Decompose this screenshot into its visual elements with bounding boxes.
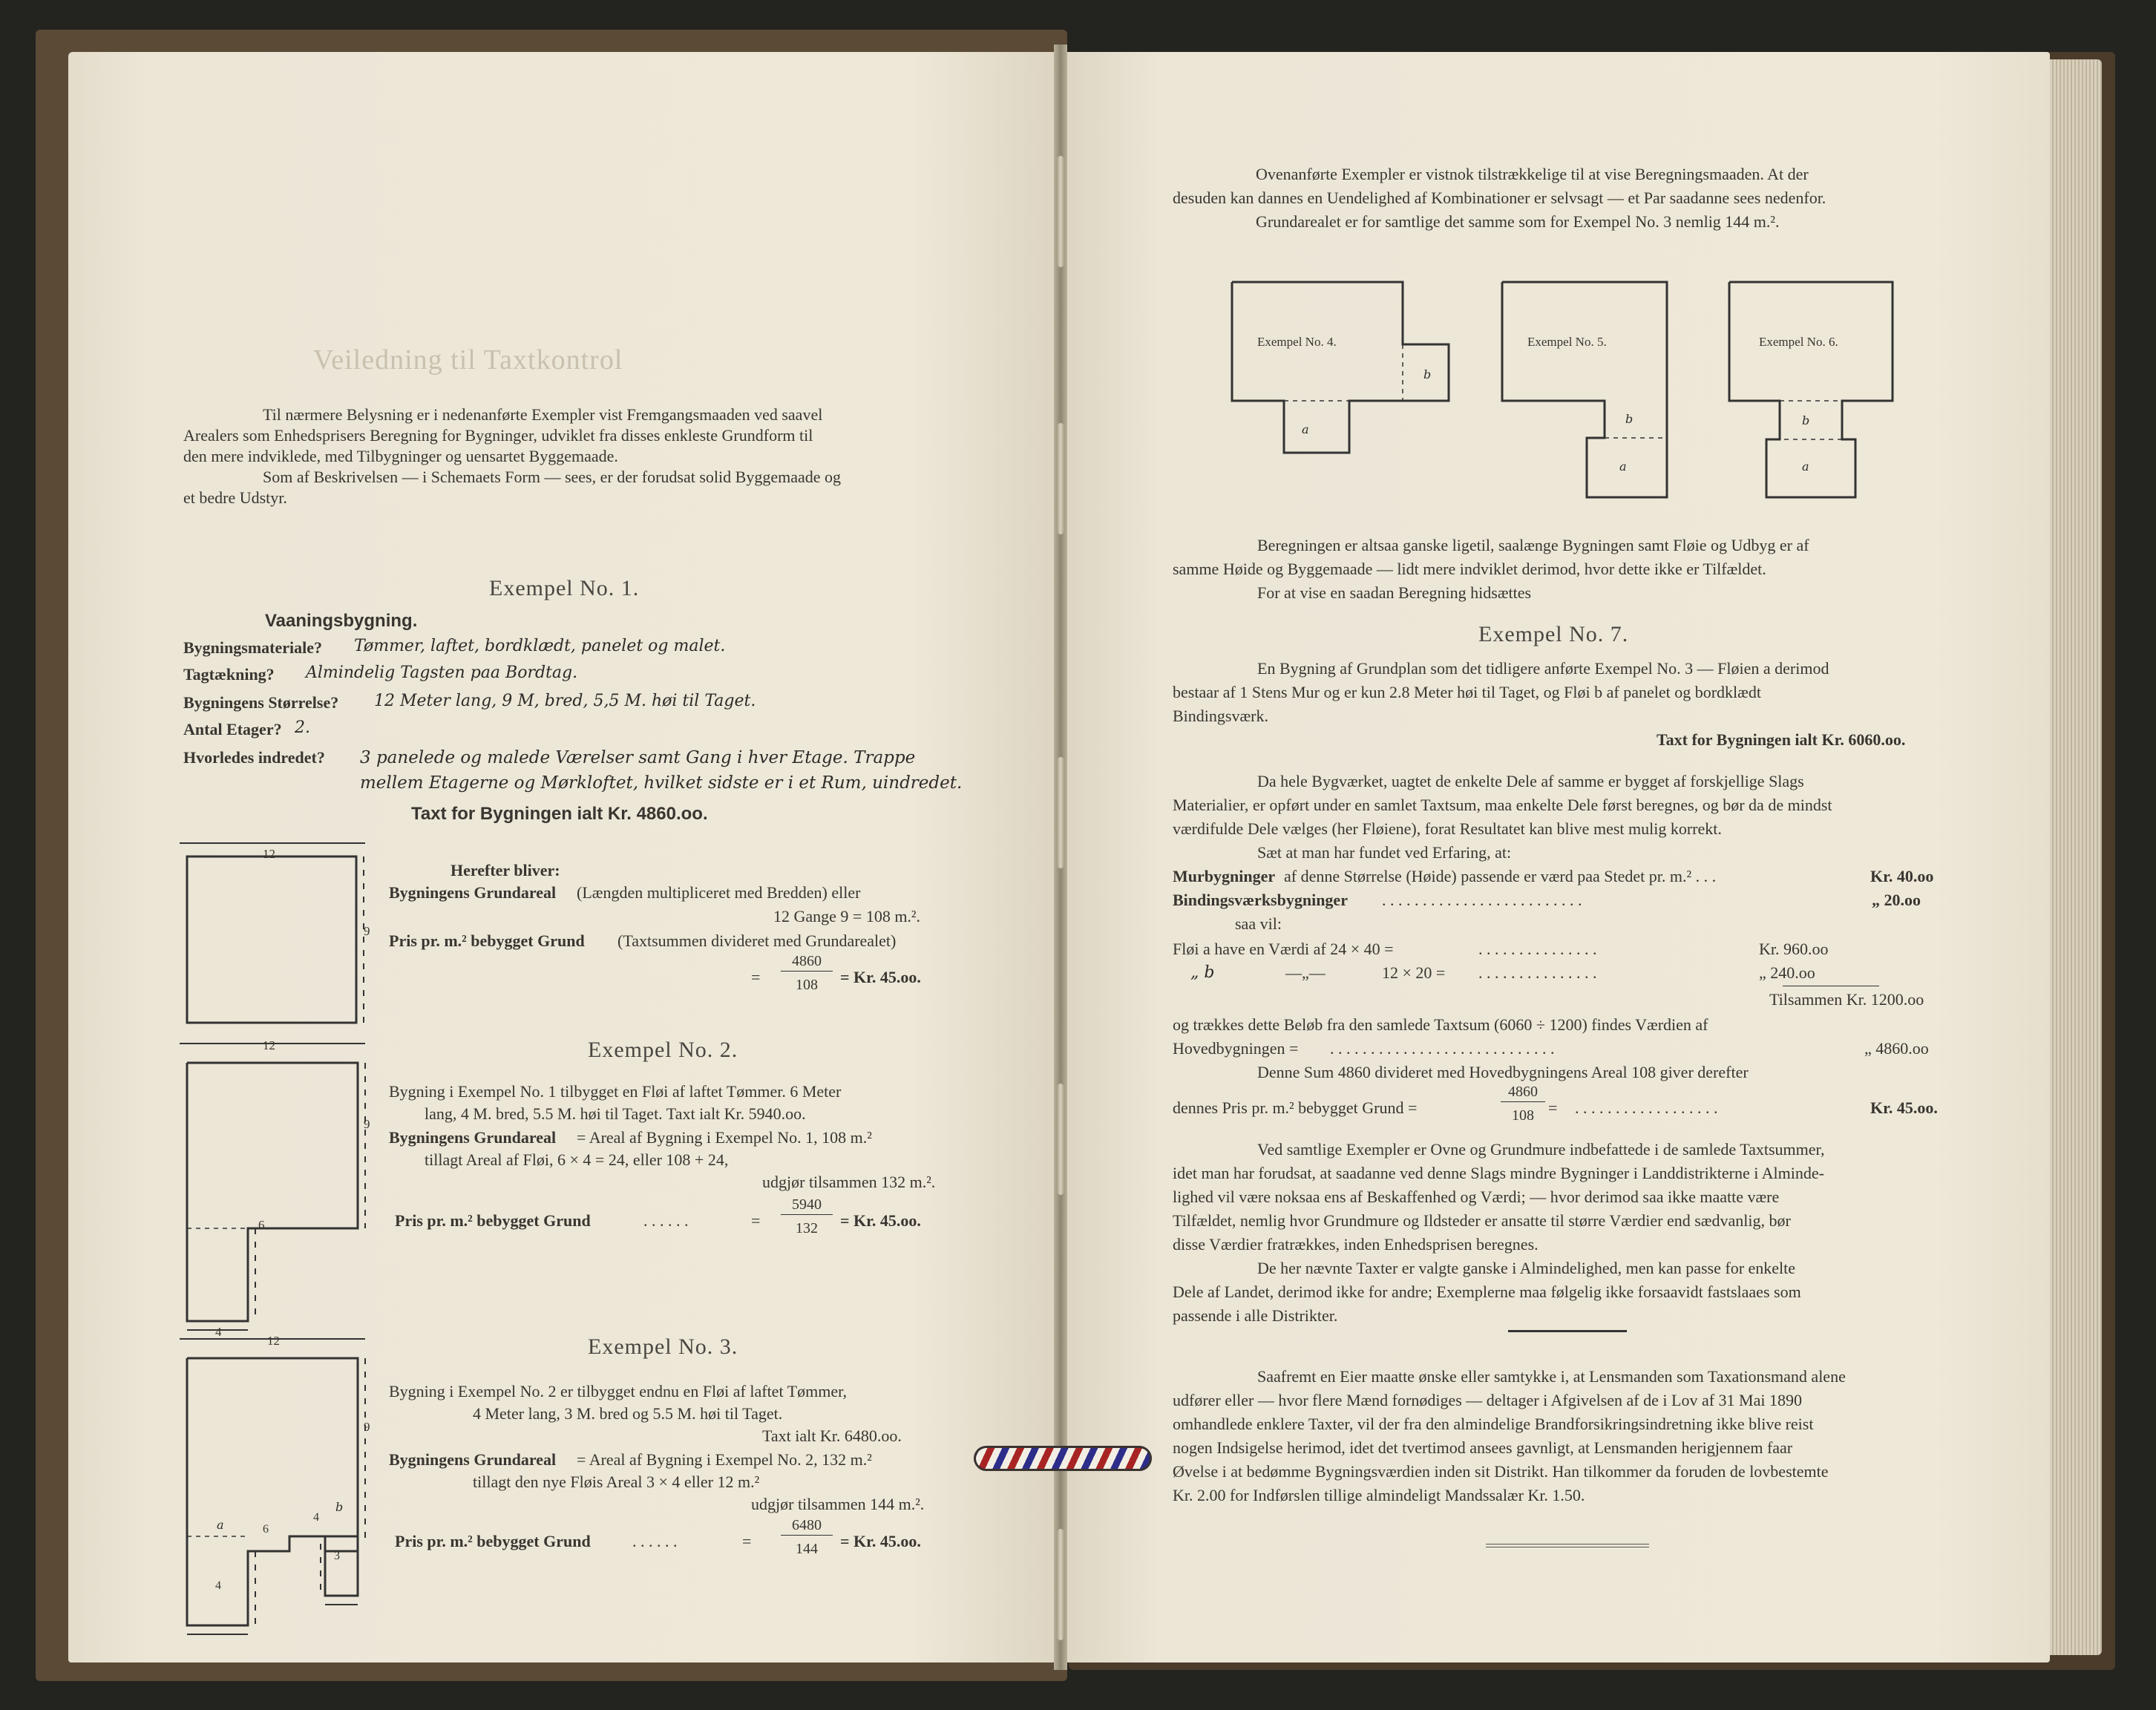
ex1-value-material: Tømmer, laftet, bordklædt, panelet og malet. (354, 637, 726, 655)
ex7-para-3: værdifulde Dele vælges (her Fløiene), forat Resultatet kan blive mest mulig korrekt. (1173, 819, 1722, 838)
ex7-pris-prefix: dennes Pris pr. m.² bebygget Grund = (1173, 1098, 1418, 1117)
ex3-dim-top: 12 (267, 1334, 280, 1348)
ex7-trakkes-value: „ 4860.oo (1864, 1039, 1929, 1058)
ex3-dim-4: 4 (313, 1511, 319, 1524)
ex3-line-2: 4 Meter lang, 3 M. bred og 5.5 M. høi til Taget. (473, 1404, 783, 1423)
ex7-frac-den: 108 (1512, 1107, 1534, 1124)
ex7-floi-a-value: Kr. 960.oo (1759, 940, 1829, 958)
r-para2-1: Beregningen er altsaa ganske ligetil, saalænge Bygningen samt Fløie og Udbyg er af (1257, 536, 1809, 554)
ex1-value-indredet: 3 panelede og malede Værelser samt Gang i hver Etage. Trappe (360, 748, 916, 767)
r-para3-7: Dele af Landet, derimod ikke for andre; Exemplerne maa følgelig ikke forsaavidt fastslaaes som (1173, 1282, 1801, 1301)
ex1-plan (180, 839, 373, 1065)
ex1-pris-text: (Taxtsummen divideret med Grundarealet) (617, 931, 897, 950)
ex1-heading: Exempel No. 1. (489, 576, 640, 600)
ex2-frac-den: 132 (796, 1220, 818, 1236)
intro-line-5: et bedre Udstyr. (183, 488, 287, 507)
ex6-b: b (1802, 413, 1810, 428)
ex2-plan (180, 1039, 373, 1340)
ex2-dots: . . . . . . (643, 1211, 689, 1230)
ex2-frac-num: 5940 (781, 1195, 833, 1215)
ex7-trakkes-dots: . . . . . . . . . . . . . . . . . . . . . . . . . . . . (1330, 1039, 1555, 1058)
stitch-1 (1057, 156, 1064, 267)
ex4-a: a (1302, 422, 1309, 436)
ex6-a: a (1802, 459, 1809, 474)
ex1-result: = Kr. 45.oo. (840, 968, 921, 986)
ex3-plan (180, 1329, 373, 1644)
ex3-frac-num: 6480 (781, 1516, 833, 1536)
ex3-dim-a: a (217, 1518, 224, 1532)
ex7-floi-a-dots: . . . . . . . . . . . . . . . (1478, 940, 1597, 958)
ex3-eq: = (742, 1532, 752, 1550)
intro-line-2: Arealers som Enhedsprisers Beregning for Bygninger, udviklet fra disses enkleste Grundform til (183, 426, 813, 445)
ex1-label-etager: Antal Etager? (183, 720, 282, 738)
intro-line-4: Som af Beskrivelsen — i Schemaets Form — sees, er der forudsat solid Byggemaade og (263, 468, 842, 486)
ex1-herefter: Herefter bliver: (450, 861, 560, 879)
ex1-dim-top: 12 (263, 847, 275, 861)
binding-cord (974, 1446, 1152, 1471)
ex3-frac-den: 144 (796, 1541, 818, 1557)
ex2-line-1: Bygning i Exempel No. 1 tilbygget en Fløi af laftet Tømmer. 6 Meter (389, 1082, 842, 1101)
ex2-grund-line-1: = Areal af Bygning i Exempel No. 1, 108 m.² (577, 1128, 872, 1147)
ex7-para-4: Sæt at man har fundet ved Erfaring, at: (1257, 843, 1512, 862)
ex7-floi-b-dots: . . . . . . . . . . . . . . . (1478, 963, 1597, 982)
ex3-dots: . . . . . . (632, 1532, 678, 1550)
ex2-dim-bottom: 4 (215, 1325, 222, 1339)
ex1-subheading: Vaaningsbygning. (265, 611, 418, 631)
ex4-label: Exempel No. 4. (1257, 335, 1337, 349)
r-para2-2: samme Høide og Byggemaade — lidt mere indviklet derimod, hvor dette ikke er Tilfældet. (1173, 560, 1766, 578)
ex5-a: a (1619, 459, 1627, 474)
ex7-mur-value: Kr. 40.oo (1870, 867, 1934, 885)
ex1-dim-side: 9 (364, 924, 370, 938)
r-para4-2: udfører eller — hvor flere Mænd fornødiges — deltager i Afgivelsen af de i Lov af 31 Mai 1890 (1173, 1391, 1802, 1409)
ex1-label-material: Bygningsmateriale? (183, 638, 322, 657)
ex1-label-tag: Tagtækning? (183, 665, 275, 684)
ex3-result: = Kr. 45.oo. (840, 1532, 921, 1550)
left-page (68, 52, 1055, 1662)
ex5-plan (1495, 275, 1673, 486)
r-para3-1: Ved samtlige Exempler er Ovne og Grundmure indbefattede i de samlede Taxtsummer, (1257, 1140, 1825, 1159)
ex2-grund-line-2: tillagt Areal af Fløi, 6 × 4 = 24, eller 108 + 24, (425, 1150, 729, 1169)
ex2-dim-side: 9 (364, 1117, 370, 1131)
ex2-grund-label: Bygningens Grundareal (389, 1128, 557, 1147)
r-para3-5: disse Værdier fratrækkes, inden Enhedsprisen beregnes. (1173, 1235, 1539, 1254)
ex3-grund-line-2: tillagt den nye Fløis Areal 3 × 4 eller 12 m.² (473, 1472, 760, 1491)
r-para4-5: Øvelse i at bedømme Bygningsværdien inden sit Distrikt. Han tilkommer da foruden de lovbestemte (1173, 1462, 1829, 1481)
ex3-line-1: Bygning i Exempel No. 2 er tilbygget endnu en Fløi af laftet Tømmer, (389, 1382, 848, 1401)
ex7-bind-label: Bindingsværksbygninger (1173, 891, 1348, 909)
r-para4-6: Kr. 2.00 for Indførslen tillige almindeligt Mandssalær Kr. 1.50. (1173, 1486, 1585, 1504)
ex7-pris-dots: . . . . . . . . . . . . . . . . . . (1575, 1098, 1718, 1117)
ex1-grund-label: Bygningens Grundareal (389, 883, 557, 902)
ex3-dim-b: b (335, 1500, 344, 1514)
r-para3-3: lighed vil være noksaa ens af Beskaffenhed og Værdi; — hvor derimod saa ikke maatte være (1173, 1188, 1780, 1206)
ex7-pris-eq: = (1548, 1098, 1558, 1117)
r-intro-1: Ovenanførte Exempler er vistnok tilstrækkelige til at vise Beregningsmaaden. At der (1256, 165, 1809, 183)
r-para3-8: passende i alle Distrikter. (1173, 1306, 1338, 1325)
ex1-label-indredet: Hvorledes indredet? (183, 748, 325, 767)
ex1-taxt: Taxt for Bygningen ialt Kr. 4860.oo. (411, 804, 708, 824)
ex6-label: Exempel No. 6. (1759, 335, 1838, 349)
r-para4-3: omhandlede enklere Taxter, vil der fra den almindelige Brandforsikringsindretning ikke blive reist (1173, 1415, 1814, 1433)
ex2-pris-label: Pris pr. m.² bebygget Grund (395, 1211, 591, 1230)
ex5-label: Exempel No. 5. (1527, 335, 1607, 349)
ex7-line-3: Bindingsværk. (1173, 707, 1268, 725)
stitch-3 (1057, 757, 1064, 868)
ex1-eq: = (751, 968, 761, 986)
divider (1508, 1330, 1627, 1332)
page-edges (2050, 59, 2102, 1655)
ex7-heading: Exempel No. 7. (1478, 622, 1629, 646)
ex7-mur-label: Murbygninger (1173, 867, 1276, 885)
intro-line-3: den mere indviklede, med Tilbygninger og uensartet Byggemaade. (183, 447, 618, 465)
ex2-eq: = (751, 1211, 761, 1230)
ex1-frac-den: 108 (796, 977, 818, 993)
ex7-tilsammen: Tilsammen Kr. 1200.oo (1769, 990, 1924, 1009)
ex3-line-3: Taxt ialt Kr. 6480.oo. (762, 1426, 902, 1445)
ex2-line-2: lang, 4 M. bred, 5.5 M. høi til Taget. Taxt ialt Kr. 5940.oo. (425, 1104, 806, 1123)
ex7-para-2: Materialier, er opført under en samlet Taxtsum, maa enkelte Dele først beregnes, og bør da de mindst (1173, 796, 1832, 814)
r-intro-3: Grundarealet er for samtlige det samme som for Exempel No. 3 nemlig 144 m.². (1256, 212, 1780, 231)
r-intro-2: desuden kan dannes en Uendelighed af Kombinationer er selvsagt — et Par saadanne sees nedenfor. (1173, 189, 1826, 207)
ex7-taxt: Taxt for Bygningen ialt Kr. 6060.oo. (1657, 730, 1906, 749)
intro-line-1: Til nærmere Belysning er i nedenanførte Exempler vist Fremgangsmaaden ved saavel (263, 405, 823, 424)
ex2-dim-wing: 6 (258, 1218, 265, 1232)
ex1-value-size: 12 Meter lang, 9 M, bred, 5,5 M. høi til Taget. (374, 692, 756, 710)
ex1-label-size: Bygningens Størrelse? (183, 693, 339, 712)
r-para3-2: idet man har forudsat, at saadanne ved denne Slags mindre Bygninger i Landdistrikterne i Alminde- (1173, 1164, 1824, 1182)
ex7-bind-value: „ 20.oo (1872, 891, 1921, 909)
r-para2-3: For at vise en saadan Beregning hidsættes (1257, 583, 1532, 602)
ex7-pris-value: Kr. 45.oo. (1870, 1098, 1938, 1117)
ex1-pris-label: Pris pr. m.² bebygget Grund (389, 931, 585, 950)
ex7-frac-num: 4860 (1501, 1082, 1545, 1102)
ex7-line-2: bestaar af 1 Stens Mur og er kun 2.8 Meter høi til Taget, og Fløi b af panelet og bordklædt (1173, 683, 1761, 701)
ex7-bind-dots: . . . . . . . . . . . . . . . . . . . . . . . . . (1382, 891, 1582, 909)
r-para4-1: Saafremt en Eier maatte ønske eller samtykke i, at Lensmanden som Taxationsmand alene (1257, 1367, 1846, 1386)
ex7-trakkes-1: og trækkes dette Beløb fra den samlede Taxtsum (6060 ÷ 1200) findes Værdien af (1173, 1015, 1708, 1034)
ex1-frac-num: 4860 (781, 951, 833, 972)
ex3-grund-label: Bygningens Grundareal (389, 1450, 557, 1469)
ex1-value-tag: Almindelig Tagsten paa Bordtag. (306, 664, 578, 682)
ex3-dim-3: 3 (334, 1550, 340, 1562)
stitch-5 (1057, 1529, 1064, 1640)
ex4-plan (1225, 275, 1447, 486)
ex1-grund-calc: 12 Gange 9 = 108 m.². (773, 907, 921, 926)
ex2-grund-line-3: udgjør tilsammen 132 m.². (762, 1173, 936, 1191)
r-para4-4: nogen Indsigelse herimod, idet det tvertimod ansees gavnligt, at Lensmanden herigjennem faar (1173, 1438, 1793, 1457)
ex2-result: = Kr. 45.oo. (840, 1211, 921, 1230)
ex3-grund-line-3: udgjør tilsammen 144 m.². (751, 1495, 925, 1513)
ex3-dim-6: 6 (263, 1523, 269, 1536)
ex3-grund-line-1: = Areal af Bygning i Exempel No. 2, 132 m.² (577, 1450, 872, 1469)
ex7-trakkes-2: Hovedbygningen = (1173, 1039, 1299, 1058)
ex2-dim-top: 12 (263, 1038, 275, 1052)
stitch-4 (1057, 1084, 1064, 1195)
ex1-grund-text: (Længden multipliceret med Bredden) eller (577, 883, 861, 902)
ex7-floi-b-mid: —„— (1285, 963, 1326, 982)
ex3-heading: Exempel No. 3. (588, 1334, 738, 1359)
ex1-value-etager: 2. (295, 718, 310, 737)
ex7-line-1: En Bygning af Grundplan som det tidligere anførte Exempel No. 3 — Fløien a derimod (1257, 659, 1829, 678)
ex7-denne-sum: Denne Sum 4860 divideret med Hovedbygningens Areal 108 giver derefter (1257, 1063, 1749, 1081)
end-rule (1486, 1544, 1649, 1547)
ex7-floi-a: Fløi a have en Værdi af 24 × 40 = (1173, 940, 1394, 958)
ex7-floi-b-prefix: „ b (1190, 963, 1215, 982)
ex6-plan (1722, 275, 1900, 486)
ex7-mur-text: af denne Størrelse (Høide) passende er værd paa Stedet pr. m.² . . . (1284, 867, 1717, 885)
r-para3-4: Tilfældet, nemlig hvor Grundmure og Ildsteder er ansatte til større Værdier end sædvanlig, bør (1173, 1211, 1791, 1230)
ex7-floi-b-value: „ 240.oo (1759, 963, 1815, 982)
ex4-b: b (1423, 367, 1432, 381)
ex2-heading: Exempel No. 2. (588, 1038, 738, 1062)
ex5-b: b (1625, 412, 1634, 426)
ex3-dim-bottom: 4 (215, 1579, 221, 1592)
ex7-floi-b-calc: 12 × 20 = (1382, 963, 1446, 982)
ex3-pris-label: Pris pr. m.² bebygget Grund (395, 1532, 591, 1550)
ex7-saa-vil: saa vil: (1235, 914, 1282, 933)
stitch-2 (1057, 423, 1064, 534)
right-page (1063, 52, 2050, 1662)
r-para3-6: De her nævnte Taxter er valgte ganske i Almindelighed, men kan passe for enkelte (1257, 1259, 1796, 1277)
faint-bleedthrough-title: Veiledning til Taxtkontrol (313, 344, 623, 376)
ex1-value-indredet-2: mellem Etagerne og Mørkloftet, hvilket sidste er i et Rum, uindredet. (360, 773, 963, 793)
ex7-para-1: Da hele Bygværket, uagtet de enkelte Dele af samme er bygget af forskjellige Slags (1257, 772, 1804, 790)
ex3-dim-side: 9 (364, 1420, 370, 1434)
